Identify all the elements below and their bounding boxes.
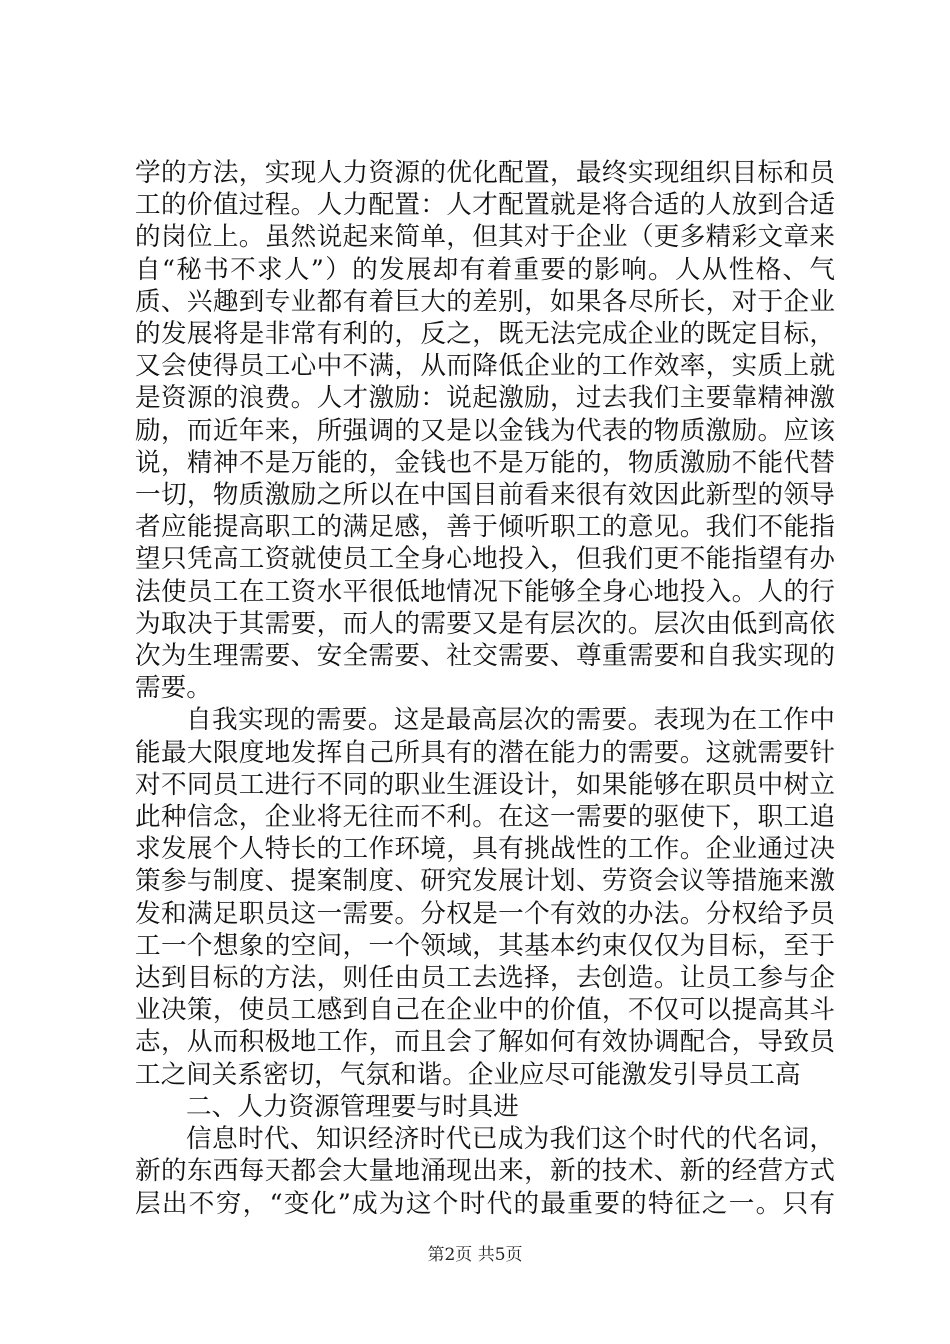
text-line: 工之间关系密切，气氛和谐。企业应尽可能激发引导员工高 [135,1059,801,1090]
paragraph-1 [135,157,835,704]
text-line: 信息时代、知识经济时代已成为我们这个时代的代名词， [186,1124,835,1155]
text-line: 学的方法，实现人力资源的优化配置，最终实现组织目标和员 [135,158,835,188]
text-line: 对不同员工进行不同的职业生涯设计，如果能够在职员中树立 [135,769,835,800]
paragraph-4 [135,1123,835,1220]
text-line: 志，从而积极地工作，而且会了解如何有效协调配合，导致员 [135,1027,835,1058]
text-line: 是资源的浪费。人才激励：说起激励，过去我们主要靠精神激 [135,383,835,414]
text-line: 自“秘书不求人”）的发展却有着重要的影响。人从性格、气 [135,254,835,285]
text-line: 的岗位上。虽然说起来简单，但其对于企业（更多精彩文章来 [135,222,835,253]
text-line: 求发展个人特长的工作环境，具有挑战性的工作。企业通过决 [135,834,835,865]
text-line: 达到目标的方法，则任由员工去选择，去创造。让员工参与企 [135,963,835,994]
text-line: 能最大限度地发挥自己所具有的潜在能力的需要。这就需要针 [135,737,835,768]
text-line: 需要。 [135,673,212,704]
text-line: 质、兴趣到专业都有着巨大的差别，如果各尽所长，对于企业 [135,286,835,317]
text-line: 自我实现的需要。这是最高层次的需要。表现为在工作中 [186,705,835,736]
text-line: 层出不穷，“变化”成为这个时代的最重要的特征之一。只有 [135,1188,835,1219]
text-line: 次为生理需要、安全需要、社交需要、尊重需要和自我实现的 [135,641,835,672]
text-line: 励，而近年来，所强调的又是以金钱为代表的物质激励。应该 [135,415,835,446]
text-line: 发和满足职员这一需要。分权是一个有效的办法。分权给予员 [135,898,835,929]
text-line: 新的东西每天都会大量地涌现出来，新的技术、新的经营方式 [135,1156,835,1187]
page-number-label: 第2页 共5页 [427,1245,523,1265]
text-line: 二、人力资源管理要与时具进 [186,1091,519,1122]
text-line: 一切，物质激励之所以在中国目前看来很有效因此新型的领导 [135,480,835,511]
text-line: 策参与制度、提案制度、研究发展计划、劳资会议等措施来激 [135,866,835,897]
paragraph-2 [135,704,835,1090]
text-line: 望只凭高工资就使员工全身心地投入，但我们更不能指望有办 [135,544,835,575]
text-line: 者应能提高职工的满足感，善于倾听职工的意见。我们不能指 [135,512,835,543]
text-line: 业决策，使员工感到自己在企业中的价值，不仅可以提高其斗 [135,995,835,1026]
section-heading [135,1091,835,1123]
text-line: 工一个想象的空间，一个领域，其基本约束仅仅为目标，至于 [135,930,835,961]
text-line: 此种信念，企业将无往而不利。在这一需要的驱使下，职工追 [135,802,835,833]
page-footer [0,1240,950,1265]
text-line: 法使员工在工资水平很低地情况下能够全身心地投入。人的行 [135,576,835,607]
document-body [135,157,835,1220]
text-line: 的发展将是非常有利的，反之，既无法完成企业的既定目标， [135,319,835,350]
text-line: 又会使得员工心中不满，从而降低企业的工作效率，实质上就 [135,351,835,382]
text-line: 工的价值过程。人力配置：人才配置就是将合适的人放到合适 [135,190,835,221]
text-line: 为取决于其需要，而人的需要又是有层次的。层次由低到高依 [135,608,835,639]
text-line: 说，精神不是万能的，金钱也不是万能的，物质激励不能代替 [135,447,835,478]
